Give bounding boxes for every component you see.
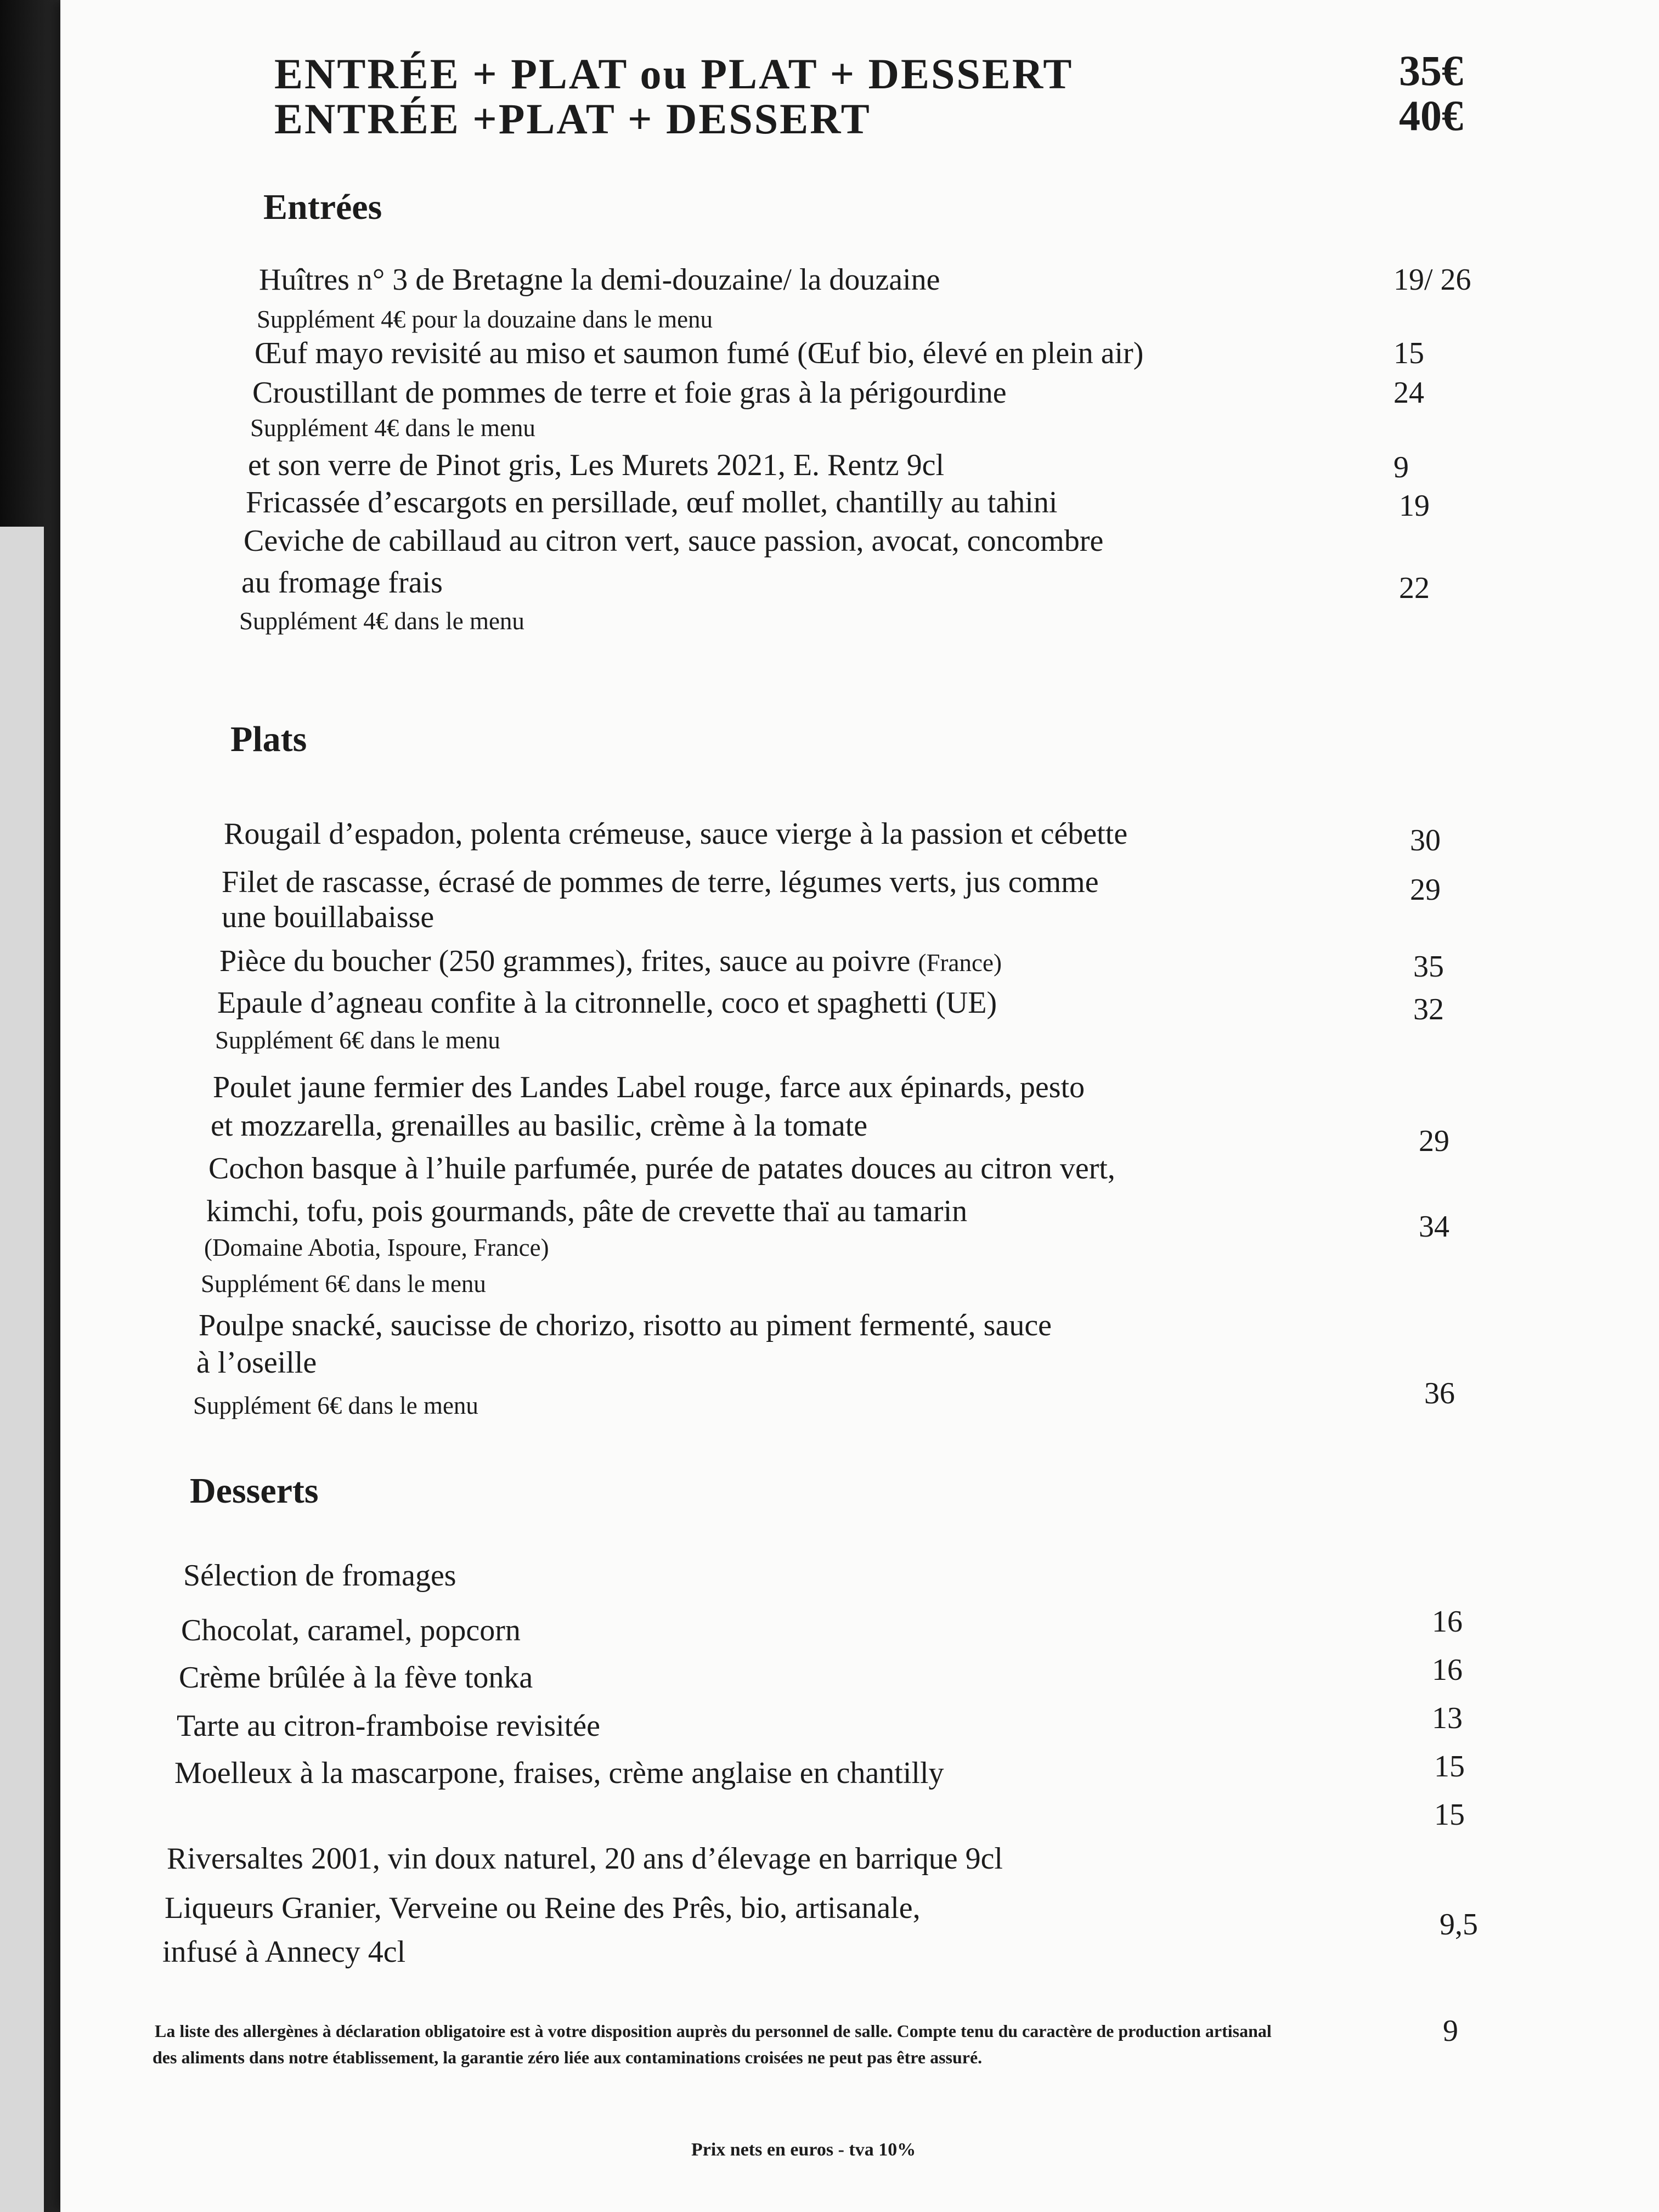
- menu-note: Supplément 6€ dans le menu: [215, 1026, 500, 1054]
- menu-item-price: 30: [1410, 823, 1441, 857]
- menu-item: Rougail d’espadon, polenta crémeuse, sauce vierge à la passion et cébette: [224, 817, 1128, 851]
- menu-item: et son verre de Pinot gris, Les Murets 2021, E. Rentz 9cl: [248, 448, 945, 482]
- menu-item: Filet de rascasse, écrasé de pommes de terre, légumes verts, jus comme: [222, 865, 1099, 899]
- menu-note: Supplément 4€ dans le menu: [250, 414, 535, 442]
- menu-item: à l’oseille: [196, 1346, 317, 1380]
- menu-item: [219, 944, 1002, 979]
- menu-item: infusé à Annecy 4cl: [162, 1935, 406, 1969]
- formula-2: ENTRÉE +PLAT + DESSERT: [274, 95, 871, 143]
- menu-item-price: 29: [1419, 1124, 1449, 1158]
- menu-item-price: 16: [1432, 1653, 1463, 1687]
- menu-item-price: 16: [1432, 1605, 1463, 1639]
- menu-item: et mozzarella, grenailles au basilic, crème à la tomate: [211, 1109, 868, 1143]
- menu-item: Moelleux à la mascarpone, fraises, crème anglaise en chantilly: [174, 1756, 944, 1790]
- menu-note: Supplément 4€ pour la douzaine dans le menu: [257, 306, 713, 333]
- menu-item: Chocolat, caramel, popcorn: [181, 1613, 521, 1647]
- menu-item-price: 24: [1393, 376, 1424, 410]
- menu-item: Tarte au citron-framboise revisitée: [177, 1709, 600, 1743]
- menu-sheet: [60, 0, 1659, 2212]
- allergens-notice-line-2: des aliments dans notre établissement, la garantie zéro liée aux contaminations croisées ne peut pas être assuré.: [153, 2047, 983, 2067]
- formula-1: ENTRÉE + PLAT ou PLAT + DESSERT: [274, 50, 1074, 98]
- menu-item-price: 15: [1393, 336, 1424, 370]
- menu-item-price: 9: [1393, 450, 1409, 484]
- menu-item-origin: (France): [918, 949, 1002, 977]
- allergens-notice-line-1: La liste des allergènes à déclaration obligatoire est à votre disposition auprès du personnel de salle. Compte tenu du caractère de production artisanal: [155, 2021, 1272, 2041]
- menu-note: Supplément 4€ dans le menu: [239, 607, 524, 635]
- menu-item: Sélection de fromages: [183, 1559, 456, 1593]
- menu-item-price: 19: [1399, 489, 1430, 523]
- menu-item-price: 15: [1434, 1750, 1465, 1784]
- menu-item: Fricassée d’escargots en persillade, œuf mollet, chantilly au tahini: [246, 486, 1058, 520]
- menu-item: Riversaltes 2001, vin doux naturel, 20 ans d’élevage en barrique 9cl: [167, 1842, 1003, 1876]
- menu-item-price: 35: [1413, 950, 1444, 984]
- prices-note: Prix nets en euros - tva 10%: [691, 2140, 916, 2160]
- menu-item-price: 22: [1399, 571, 1430, 605]
- menu-item-price: 15: [1434, 1798, 1465, 1832]
- menu-item: Huîtres n° 3 de Bretagne la demi-douzaine/ la douzaine: [259, 263, 940, 297]
- menu-note: Supplément 6€ dans le menu: [201, 1270, 486, 1297]
- menu-item-price: 34: [1419, 1210, 1449, 1244]
- menu-item-price: 36: [1424, 1376, 1455, 1410]
- section-title-entrees: Entrées: [263, 187, 382, 227]
- menu-item: Crème brûlée à la fève tonka: [179, 1661, 533, 1695]
- menu-item: Poulet jaune fermier des Landes Label rouge, farce aux épinards, pesto: [213, 1070, 1085, 1104]
- menu-item: Ceviche de cabillaud au citron vert, sauce passion, avocat, concombre: [244, 524, 1104, 558]
- menu-item: Œuf mayo revisité au miso et saumon fumé (Œuf bio, élevé en plein air): [255, 336, 1144, 370]
- menu-item-price: 19/ 26: [1393, 263, 1471, 297]
- menu-item: une bouillabaisse: [222, 900, 435, 934]
- menu-note: Supplément 6€ dans le menu: [193, 1392, 478, 1419]
- menu-item: Epaule d’agneau confite à la citronnelle, coco et spaghetti (UE): [217, 986, 997, 1020]
- menu-item: Cochon basque à l’huile parfumée, purée de patates douces au citron vert,: [208, 1152, 1115, 1186]
- section-title-plats: Plats: [230, 719, 307, 759]
- menu-item: Poulpe snacké, saucisse de chorizo, risotto au piment fermenté, sauce: [199, 1308, 1052, 1342]
- menu-item-price: 9,5: [1440, 1908, 1478, 1942]
- menu-item: kimchi, tofu, pois gourmands, pâte de crevette thaï au tamarin: [206, 1194, 968, 1228]
- formula-2-price: 40€: [1399, 92, 1463, 139]
- menu-item-name: Pièce du boucher (250 grammes), frites, sauce au poivre: [219, 944, 911, 978]
- menu-item-price: 13: [1432, 1701, 1463, 1735]
- menu-item: Liqueurs Granier, Verveine ou Reine des Prês, bio, artisanale,: [165, 1891, 921, 1925]
- menu-item-price: 9: [1443, 2014, 1458, 2048]
- formula-1-price: 35€: [1399, 47, 1463, 94]
- menu-item-price: 32: [1413, 992, 1444, 1026]
- menu-note: (Domaine Abotia, Ispoure, France): [204, 1234, 549, 1261]
- menu-item-price: 29: [1410, 873, 1441, 907]
- table-surface: [0, 527, 44, 2212]
- menu-item: au fromage frais: [241, 566, 443, 600]
- section-title-desserts: Desserts: [190, 1471, 319, 1511]
- menu-item: Croustillant de pommes de terre et foie gras à la périgourdine: [252, 376, 1007, 410]
